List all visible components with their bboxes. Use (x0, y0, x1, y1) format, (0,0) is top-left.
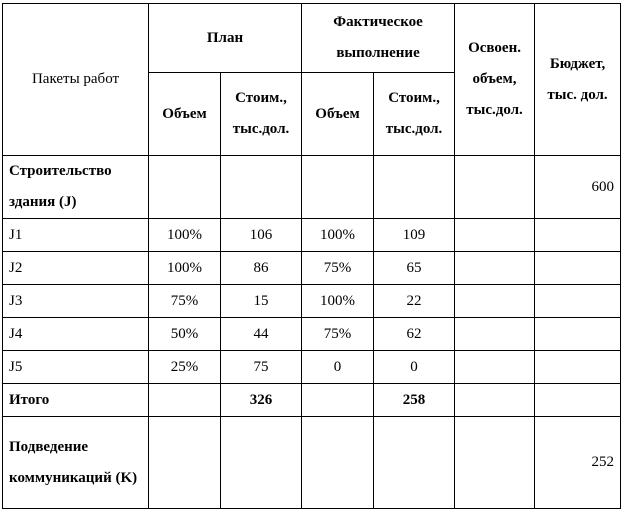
empty-cell (302, 156, 374, 219)
section-row-communications (3, 417, 621, 509)
header-actual-volume: Объем (302, 73, 374, 156)
row-name: J3 (3, 285, 149, 318)
row-actual-volume: 100% (302, 285, 374, 318)
empty-cell (455, 351, 535, 384)
row-plan-volume: 25% (149, 351, 221, 384)
row-name: J2 (3, 252, 149, 285)
empty-cell (302, 384, 374, 417)
header-earned-value: Освоен. объем, тыс.дол. (455, 4, 535, 156)
table-row (3, 318, 621, 351)
empty-cell (149, 417, 221, 509)
empty-cell (374, 156, 455, 219)
row-actual-cost: 62 (374, 318, 455, 351)
empty-cell (535, 351, 621, 384)
row-actual-cost: 0 (374, 351, 455, 384)
header-plan-cost: Стоим., тыс.дол. (221, 73, 302, 156)
row-actual-volume: 0 (302, 351, 374, 384)
header-budget: Бюджет, тыс. дол. (535, 4, 621, 156)
row-actual-cost: 109 (374, 219, 455, 252)
empty-cell (221, 156, 302, 219)
empty-cell (455, 285, 535, 318)
total-actual-cost: 258 (374, 384, 455, 417)
empty-cell (455, 219, 535, 252)
row-plan-cost: 86 (221, 252, 302, 285)
row-actual-volume: 75% (302, 252, 374, 285)
empty-cell (535, 384, 621, 417)
table-row (3, 285, 621, 318)
row-plan-volume: 50% (149, 318, 221, 351)
table-row (3, 351, 621, 384)
total-row (3, 384, 621, 417)
empty-cell (455, 417, 535, 509)
header-plan-volume: Объем (149, 73, 221, 156)
empty-cell (535, 252, 621, 285)
section-budget: 252 (535, 417, 621, 509)
row-plan-cost: 75 (221, 351, 302, 384)
empty-cell (374, 417, 455, 509)
empty-cell (535, 318, 621, 351)
section-label: Подведение коммуникаций (K) (3, 417, 149, 509)
empty-cell (455, 252, 535, 285)
row-plan-volume: 100% (149, 252, 221, 285)
total-plan-cost: 326 (221, 384, 302, 417)
row-plan-cost: 44 (221, 318, 302, 351)
header-actual-cost: Стоим., тыс.дол. (374, 73, 455, 156)
row-actual-cost: 22 (374, 285, 455, 318)
empty-cell (149, 156, 221, 219)
table-row (3, 252, 621, 285)
table-row (3, 219, 621, 252)
empty-cell (302, 417, 374, 509)
row-plan-volume: 100% (149, 219, 221, 252)
section-label: Строительство здания (J) (3, 156, 149, 219)
row-actual-volume: 75% (302, 318, 374, 351)
row-name: J4 (3, 318, 149, 351)
header-actual: Фактическое выполнение (302, 4, 455, 73)
empty-cell (221, 417, 302, 509)
section-budget: 600 (535, 156, 621, 219)
row-name: J5 (3, 351, 149, 384)
empty-cell (149, 384, 221, 417)
row-name: J1 (3, 219, 149, 252)
header-plan: План (149, 4, 302, 73)
row-actual-cost: 65 (374, 252, 455, 285)
empty-cell (455, 156, 535, 219)
row-plan-cost: 106 (221, 219, 302, 252)
empty-cell (455, 384, 535, 417)
work-packages-table (2, 3, 621, 509)
total-label: Итого (3, 384, 149, 417)
empty-cell (535, 219, 621, 252)
row-plan-volume: 75% (149, 285, 221, 318)
empty-cell (535, 285, 621, 318)
row-plan-cost: 15 (221, 285, 302, 318)
header-packages: Пакеты работ (3, 4, 149, 156)
header-row-1 (3, 4, 621, 73)
empty-cell (455, 318, 535, 351)
section-row-building (3, 156, 621, 219)
row-actual-volume: 100% (302, 219, 374, 252)
